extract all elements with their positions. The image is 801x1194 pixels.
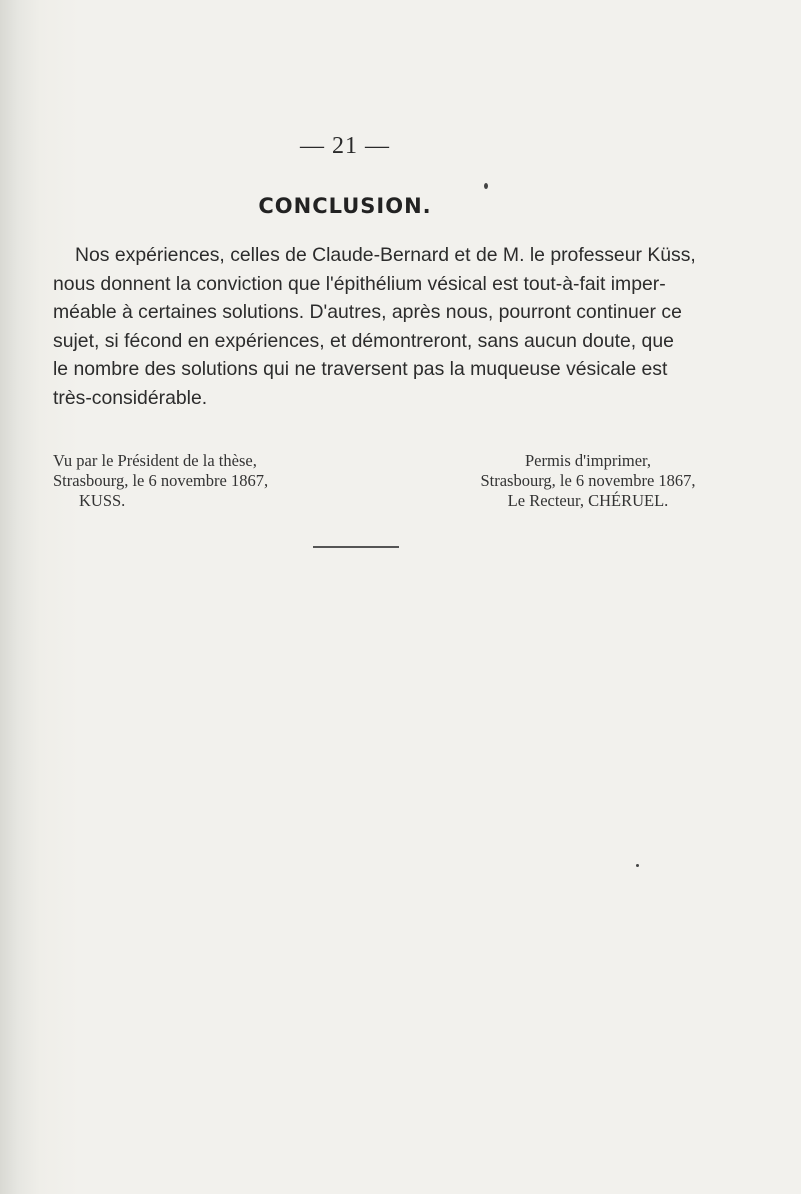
paragraph-line: nous donnent la conviction que l'épithélium vésical est tout-à-fait imper- xyxy=(53,272,666,295)
permission-line: Permis d'imprimer, xyxy=(524,451,652,470)
approval-signature-block xyxy=(53,451,323,511)
approval-signatory: KUSS. xyxy=(79,491,126,510)
approval-line: Vu par le Président de la thèse, xyxy=(53,451,257,470)
paragraph-line: Nos expériences, celles de Claude-Bernard et de M. le professeur Küss, xyxy=(75,244,696,266)
closing-rule-divider xyxy=(313,546,399,548)
conclusion-paragraph xyxy=(53,241,737,412)
ink-speck xyxy=(484,183,488,189)
paragraph-line: méable à certaines solutions. D'autres, après nous, pourront continuer ce xyxy=(53,301,682,323)
approval-place-date: Strasbourg, le 6 novembre 1867, xyxy=(53,471,269,490)
paragraph-line: très-considérable. xyxy=(53,386,208,409)
paragraph-line: sujet, si fécond en expériences, et démontreront, sans aucun doute, que xyxy=(53,329,674,352)
permission-signatory: Le Recteur, CHÉRUEL. xyxy=(507,491,669,510)
section-heading: CONCLUSION. xyxy=(258,194,432,218)
ink-speck xyxy=(636,864,639,867)
permission-place-date: Strasbourg, le 6 novembre 1867, xyxy=(480,471,696,490)
page-number: — 21 — xyxy=(300,133,390,159)
paragraph-line: le nombre des solutions qui ne traversent pas la muqueuse vésicale est xyxy=(53,358,668,380)
print-permission-block xyxy=(428,451,748,511)
